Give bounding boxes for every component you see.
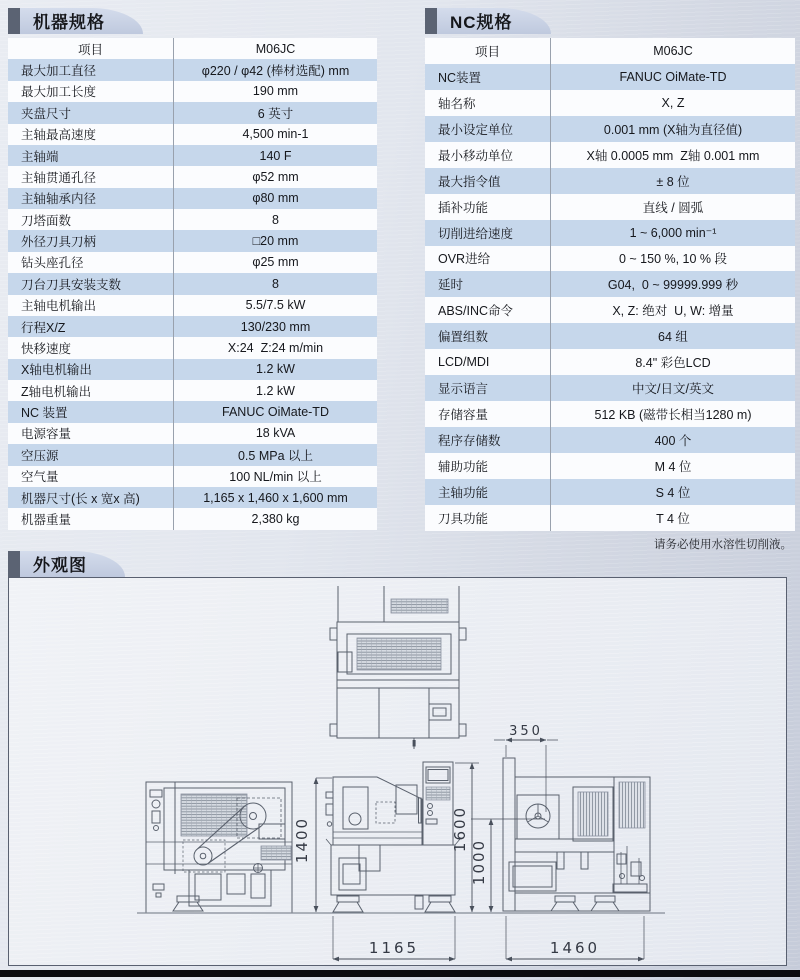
spec-row-value: φ52 mm: [173, 166, 377, 187]
spec-row-label: OVR进给: [438, 252, 491, 267]
spec-row-label: ABS/INC命令: [438, 304, 514, 319]
spec-row: [8, 316, 377, 337]
spec-row-label: 主轴功能: [438, 485, 489, 500]
spec-row: [8, 487, 377, 508]
spec-row-label: 夹盘尺寸: [21, 106, 72, 121]
nc-spec-title: NC规格: [437, 8, 551, 34]
spec-row-value: 64 组: [550, 323, 795, 349]
spec-row: [8, 380, 377, 401]
nc-spec-table: [425, 38, 795, 531]
outline-drawing: [9, 578, 788, 967]
spec-row-value: T 4 位: [550, 505, 795, 531]
spec-row: [8, 102, 377, 123]
spec-row: [425, 427, 795, 453]
spec-row-label: 主轴最高速度: [21, 128, 97, 143]
spec-row: [8, 337, 377, 358]
spec-row: [425, 220, 795, 246]
spec-row: [8, 209, 377, 230]
nc-spec-section: [425, 8, 795, 552]
spec-row-label: NC装置: [438, 70, 482, 85]
outline-banner: [8, 551, 125, 577]
spec-row-label: 刀具功能: [438, 511, 489, 526]
spec-row: [8, 81, 377, 102]
spec-row-value: FANUC OiMate-TD: [173, 401, 377, 422]
spec-row-value: 1 ~ 6,000 min⁻¹: [550, 220, 795, 246]
header-value: M06JC: [550, 38, 795, 64]
spec-row: [8, 166, 377, 187]
spec-row-label: 轴名称: [438, 96, 476, 111]
spec-row: [425, 116, 795, 142]
spec-row-value: 中文/日文/英文: [550, 375, 795, 401]
spec-row-value: 512 KB (磁带长相当1280 m): [550, 401, 795, 427]
spec-row-value: 130/230 mm: [173, 316, 377, 337]
spec-row-value: 2,380 kg: [173, 508, 377, 529]
spec-row-value: G04, 0 ~ 99999.999 秒: [550, 271, 795, 297]
spec-row: [425, 90, 795, 116]
spec-row-label: 最小移动单位: [438, 148, 514, 163]
spec-row-value: 0 ~ 150 %, 10 % 段: [550, 246, 795, 272]
spec-row: [8, 359, 377, 380]
machine-spec-section: [8, 8, 377, 530]
spec-row-label: 偏置组数: [438, 330, 489, 345]
spec-row: [425, 168, 795, 194]
spec-row-label: LCD/MDI: [438, 355, 490, 370]
outline-title: 外观图: [20, 551, 125, 577]
spec-row-label: 存储容量: [438, 408, 489, 423]
spec-row-value: □20 mm: [173, 230, 377, 251]
spec-row-label: 辅助功能: [438, 459, 489, 474]
spec-row-label: 空压源: [21, 448, 59, 463]
spec-row: [425, 271, 795, 297]
dim-1000: 1000: [470, 838, 488, 886]
spec-row-label: 外径刀具刀柄: [21, 235, 97, 250]
spec-row-label: Z轴电机输出: [21, 384, 92, 399]
header-label: 项目: [77, 42, 103, 57]
spec-row-value: 0.001 mm (X轴为直径值): [550, 116, 795, 142]
spec-row: [425, 246, 795, 272]
spec-row: [8, 230, 377, 251]
spec-row: [425, 401, 795, 427]
spec-row-label: 最大指令值: [438, 174, 501, 189]
spec-row-value: 1,165 x 1,460 x 1,600 mm: [173, 487, 377, 508]
spec-row-label: 最大加工直径: [21, 64, 97, 79]
spec-row-value: 直线 / 圆弧: [550, 194, 795, 220]
spec-row-label: 程序存储数: [438, 434, 501, 449]
spec-row-value: φ25 mm: [173, 252, 377, 273]
front-view-drawing: [326, 762, 460, 912]
spec-row-value: X, Z: 绝对 U, W: 增量: [550, 297, 795, 323]
spec-row-value: 140 F: [173, 145, 377, 166]
spec-row-label: 主轴电机输出: [21, 299, 97, 314]
page-footer-rule: [0, 970, 800, 977]
spec-row-label: 机器重量: [21, 512, 72, 527]
spec-row-label: X轴电机输出: [21, 363, 92, 378]
plan-view-drawing: [330, 586, 466, 749]
spec-row-value: FANUC OiMate-TD: [550, 64, 795, 90]
spec-row: [8, 508, 377, 529]
spec-row-label: 电源容量: [21, 427, 72, 442]
spec-row-value: 5.5/7.5 kW: [173, 295, 377, 316]
dim-1165: 1165: [368, 939, 420, 957]
spec-row-label: 机器尺寸(长 x 宽x 高): [21, 491, 140, 506]
spec-row-label: 主轴贯通孔径: [21, 170, 97, 185]
spec-row-value: 0.5 MPa 以上: [173, 444, 377, 465]
spec-row-value: 8: [173, 273, 377, 294]
spec-row-label: 刀台刀具安装支数: [21, 277, 122, 292]
banner-accent-bar: [8, 551, 20, 577]
outline-drawing-panel: [8, 577, 787, 966]
spec-row-value: 4,500 min-1: [173, 124, 377, 145]
spec-row: [425, 142, 795, 168]
spec-row: [425, 64, 795, 90]
spec-row: [425, 323, 795, 349]
spec-row-value: φ80 mm: [173, 188, 377, 209]
spec-row: [8, 423, 377, 444]
nc-spec-banner: [425, 8, 795, 34]
spec-row-value: X:24 Z:24 m/min: [173, 337, 377, 358]
dim-1600: 1600: [451, 805, 469, 853]
spec-row: [8, 188, 377, 209]
spec-row-label: 显示语言: [438, 382, 489, 397]
spec-row-value: X轴 0.0005 mm Z轴 0.001 mm: [550, 142, 795, 168]
dim-350: 350: [509, 724, 543, 739]
spec-row-value: 8: [173, 209, 377, 230]
spec-row: [425, 349, 795, 375]
spec-row-label: NC 装置: [21, 406, 68, 421]
spec-row-label: 最小设定单位: [438, 122, 514, 137]
side-view-drawing: [503, 758, 650, 911]
spec-row-value: 190 mm: [173, 81, 377, 102]
spec-row-label: 主轴轴承内径: [21, 192, 97, 207]
spec-row: [425, 479, 795, 505]
machine-spec-banner: [8, 8, 377, 34]
spec-row: [425, 194, 795, 220]
spec-row-value: ± 8 位: [550, 168, 795, 194]
rear-view-drawing: [146, 782, 292, 913]
spec-row-value: 18 kVA: [173, 423, 377, 444]
banner-accent-bar: [8, 8, 20, 34]
spec-row-label: 主轴端: [21, 149, 59, 164]
machine-spec-table: [8, 38, 377, 530]
spec-row: [8, 444, 377, 465]
spec-row-label: 刀塔面数: [21, 213, 72, 228]
dim-1460: 1460: [549, 939, 601, 957]
spec-row: [8, 252, 377, 273]
spec-row-value: S 4 位: [550, 479, 795, 505]
spec-row: [425, 375, 795, 401]
spec-row-label: 插补功能: [438, 200, 489, 215]
spec-row: [425, 453, 795, 479]
nc-spec-rows: [425, 64, 795, 531]
banner-accent-bar: [425, 8, 437, 34]
spec-row-value: 400 个: [550, 427, 795, 453]
table-header-row: [8, 38, 377, 59]
spec-row: [8, 145, 377, 166]
dim-1400: 1400: [293, 816, 311, 864]
coolant-footnote: 请务必使用水溶性切削液。: [654, 538, 792, 551]
spec-row-value: φ220 / φ42 (棒材选配) mm: [173, 59, 377, 80]
spec-row-value: 8.4" 彩色LCD: [550, 349, 795, 375]
spec-row: [8, 59, 377, 80]
header-value: M06JC: [173, 38, 377, 59]
spec-row-value: 1.2 kW: [173, 380, 377, 401]
spec-row: [8, 273, 377, 294]
spec-row-value: 6 英寸: [173, 102, 377, 123]
spec-row-label: 钻头座孔径: [21, 256, 84, 271]
spec-row-label: 行程X/Z: [21, 320, 66, 335]
spec-row-label: 延时: [438, 278, 464, 293]
spec-row-label: 空气量: [21, 470, 59, 485]
spec-row: [8, 124, 377, 145]
spec-row-value: M 4 位: [550, 453, 795, 479]
header-label: 项目: [474, 44, 500, 59]
spec-row-value: 1.2 kW: [173, 359, 377, 380]
spec-row: [8, 295, 377, 316]
spec-row-label: 切削进给速度: [438, 226, 514, 241]
table-header-row: [425, 38, 795, 64]
spec-row-label: 最大加工长度: [21, 85, 97, 100]
spec-row-label: 快移速度: [21, 341, 72, 356]
spec-row-value: X, Z: [550, 90, 795, 116]
spec-row-value: 100 NL/min 以上: [173, 466, 377, 487]
spec-row: [425, 505, 795, 531]
machine-spec-title: 机器规格: [20, 8, 143, 34]
spec-row: [425, 297, 795, 323]
spec-row: [8, 401, 377, 422]
spec-row: [8, 466, 377, 487]
machine-spec-rows: [8, 59, 377, 529]
